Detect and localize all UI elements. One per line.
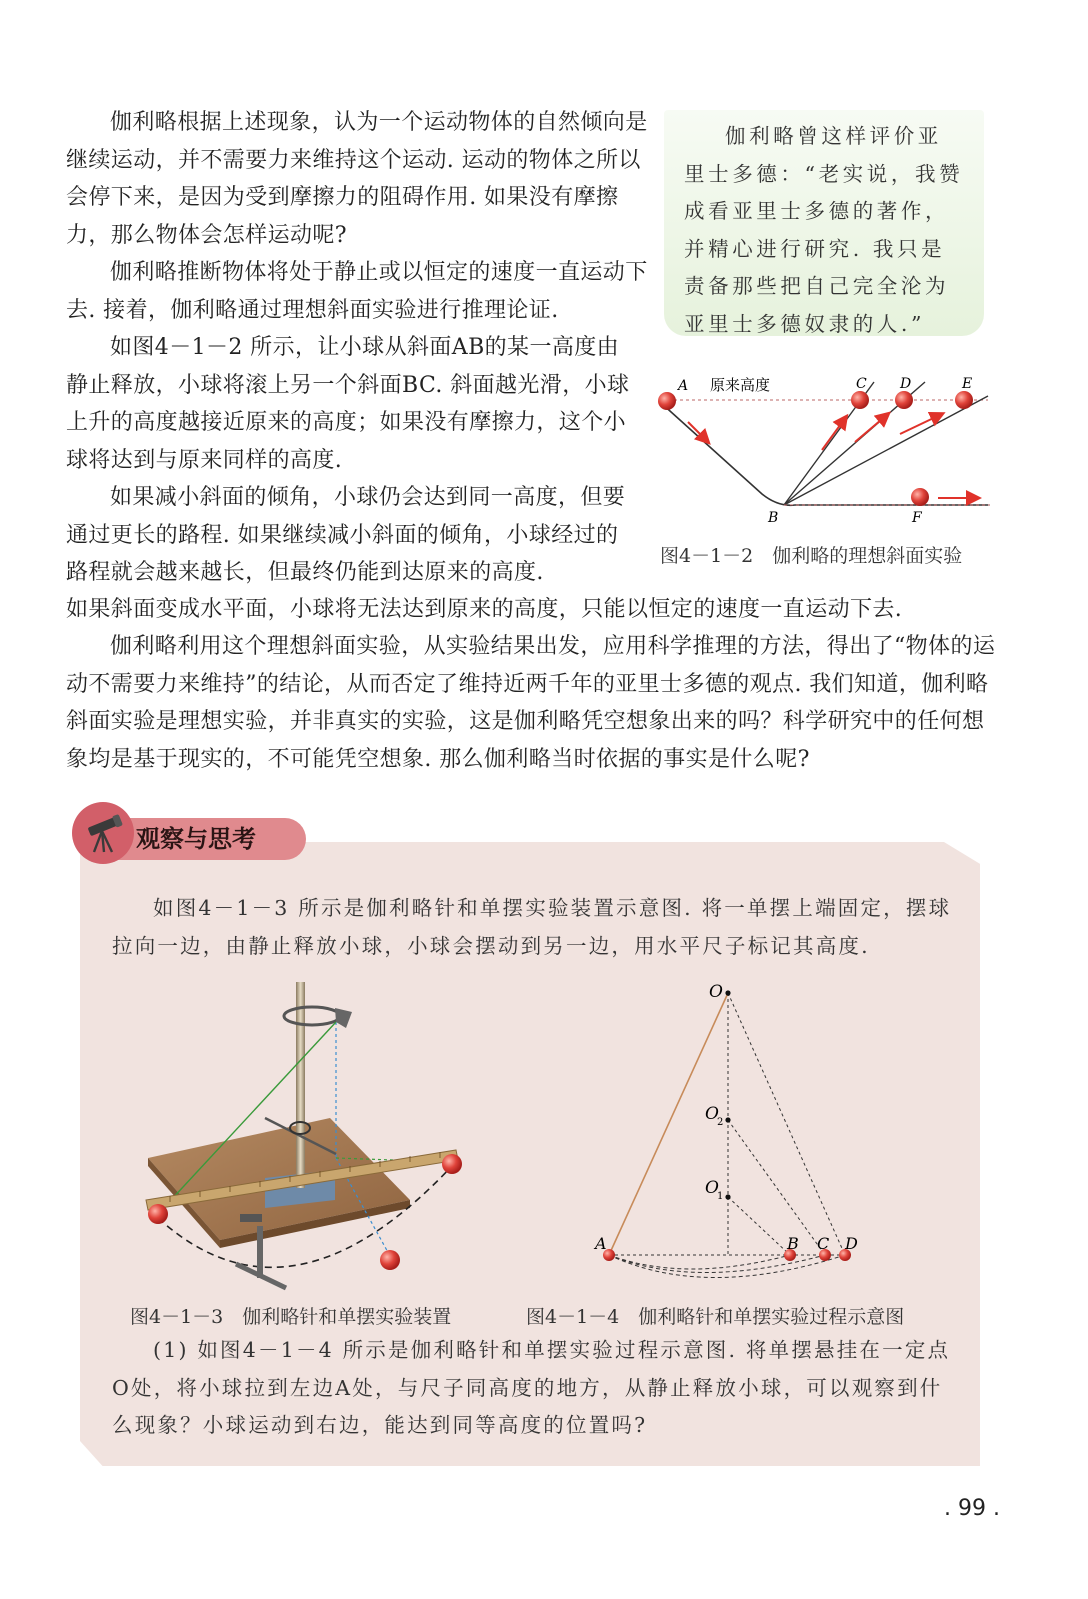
figure-ideal-incline <box>650 372 995 532</box>
label-e: E <box>962 376 973 392</box>
point-o2 <box>725 1117 730 1122</box>
clamp-handle <box>240 1214 262 1222</box>
string-oa <box>609 993 728 1255</box>
label-b: B <box>768 510 779 526</box>
label-f: F <box>912 510 922 526</box>
pendulum-ball-left <box>148 1204 168 1224</box>
string-o2c <box>728 1120 825 1255</box>
question-1-text: (1) 如图4－1－4 所示是伽利略针和单摆实验过程示意图. 将单摆悬挂在一定点O处，将小球拉到左边A处，与尺子同高度的地方，从静止释放小球，可以观察到什么现象？小球运动到右边，能达到同等高度的位置吗? <box>112 1338 951 1437</box>
string-o1b <box>728 1197 790 1255</box>
label-a-point: A <box>595 1234 607 1253</box>
label-o2-subscript: 2 <box>717 1117 724 1128</box>
sidebar-note-text: 伽利略曾这样评价亚里士多德：“老实说，我赞成看亚里士多德的著作，并精心进行研究. 我只是责备那些把自己完全沦为亚里士多德奴隶的人.” <box>684 124 964 336</box>
ball-d <box>895 391 913 409</box>
ball-c <box>851 391 869 409</box>
page-number: . 99 . <box>944 1496 1000 1521</box>
label-c: C <box>856 376 867 392</box>
label-a: A <box>678 378 689 394</box>
arrow-up-bd <box>855 414 888 442</box>
label-o1-subscript: 1 <box>717 1191 724 1202</box>
label-c-point: C <box>817 1234 830 1253</box>
label-d: D <box>900 376 912 392</box>
paragraph-6: 伽利略利用这个理想斜面实验，从实验结果出发，应用科学推理的方法，得出了“物体的运动不需要力来维持”的结论，从而否定了维持近两千年的亚里士多德的观点. 我们知道，伽利略斜面实验是理想实验，并非真实的实验，这是伽利略凭空想象出来的吗？科学研究中的任何想象均是基于现实的，不可能凭空想象. 那么伽利略当时依据的事实是什么呢? <box>66 634 996 772</box>
incline-ab-track <box>660 402 988 505</box>
paragraph-1: 伽利略根据上述现象，认为一个运动物体的自然倾向是继续运动，并不需要力来维持这个运动. 运动的物体之所以会停下来，是因为受到摩擦力的阻碍作用. 如果没有摩擦力，那么物体会怎样运动呢? <box>66 110 648 248</box>
paragraph-5: 如果斜面变成水平面，小球将无法达到原来的高度，只能以恒定的速度一直运动下去. <box>66 597 903 622</box>
string-od <box>728 993 845 1255</box>
ring-clamp <box>284 1007 340 1025</box>
sidebar-note <box>664 110 984 336</box>
arrow-up-bc <box>822 417 846 450</box>
label-b-point: B <box>787 1234 799 1253</box>
ball-f <box>911 488 929 506</box>
figure-4-1-3-caption: 图4－1－3 伽利略针和单摆实验装置 <box>130 1306 452 1328</box>
paragraph-2: 伽利略推断物体将处于静止或以恒定的速度一直运动下去. 接着，伽利略通过理想斜面实验进行推理论证. <box>66 260 648 323</box>
top-clamp-knob <box>335 1008 352 1028</box>
observe-intro-text: 如图4－1－3 所示是伽利略针和单摆实验装置示意图. 将一单摆上端固定，摆球拉向一边，由静止释放小球，小球会摆动到另一边，用水平尺子标记其高度. <box>112 896 952 958</box>
label-d-point: D <box>845 1234 858 1253</box>
point-o <box>725 990 730 995</box>
ball-e <box>955 391 973 409</box>
figure-4-1-2-caption: 图4－1－2 伽利略的理想斜面实验 <box>660 545 963 567</box>
arrow-down-ab <box>688 422 708 442</box>
label-o1: O <box>705 1178 719 1198</box>
incline-be <box>784 396 988 505</box>
arc-o1b <box>609 1255 790 1269</box>
vertical-rod <box>296 982 305 1188</box>
pendulum-ball-bottom <box>380 1250 400 1270</box>
figure-4-1-4-caption: 图4－1－4 伽利略针和单摆实验过程示意图 <box>526 1306 905 1328</box>
observe-box-title: 观察与思考 <box>136 825 256 853</box>
point-o1 <box>725 1194 730 1199</box>
label-o2: O <box>705 1104 719 1124</box>
telescope-icon <box>82 814 126 854</box>
ball-a <box>658 392 676 410</box>
observe-box-header <box>72 802 352 864</box>
paragraph-3: 如图4－1－2 所示，让小球从斜面AB的某一高度由静止释放，小球将滚上另一个斜面BC. 斜面越光滑，小球上升的高度越接近原来的高度；如果没有摩擦力，这个小球将达到与原来同样的高度. <box>66 335 630 473</box>
pendulum-ball-right <box>442 1154 462 1174</box>
paragraph-4: 如果减小斜面的倾角，小球仍会达到同一高度，但要通过更长的路程. 如果继续减小斜面的倾角，小球经过的路程就会越来越长，但最终仍能到达原来的高度. <box>66 485 626 585</box>
label-o: O <box>709 982 723 1002</box>
figure-pendulum-process <box>585 975 885 1290</box>
label-original-height: 原来高度 <box>710 376 771 394</box>
figure-pendulum-apparatus <box>140 978 485 1298</box>
